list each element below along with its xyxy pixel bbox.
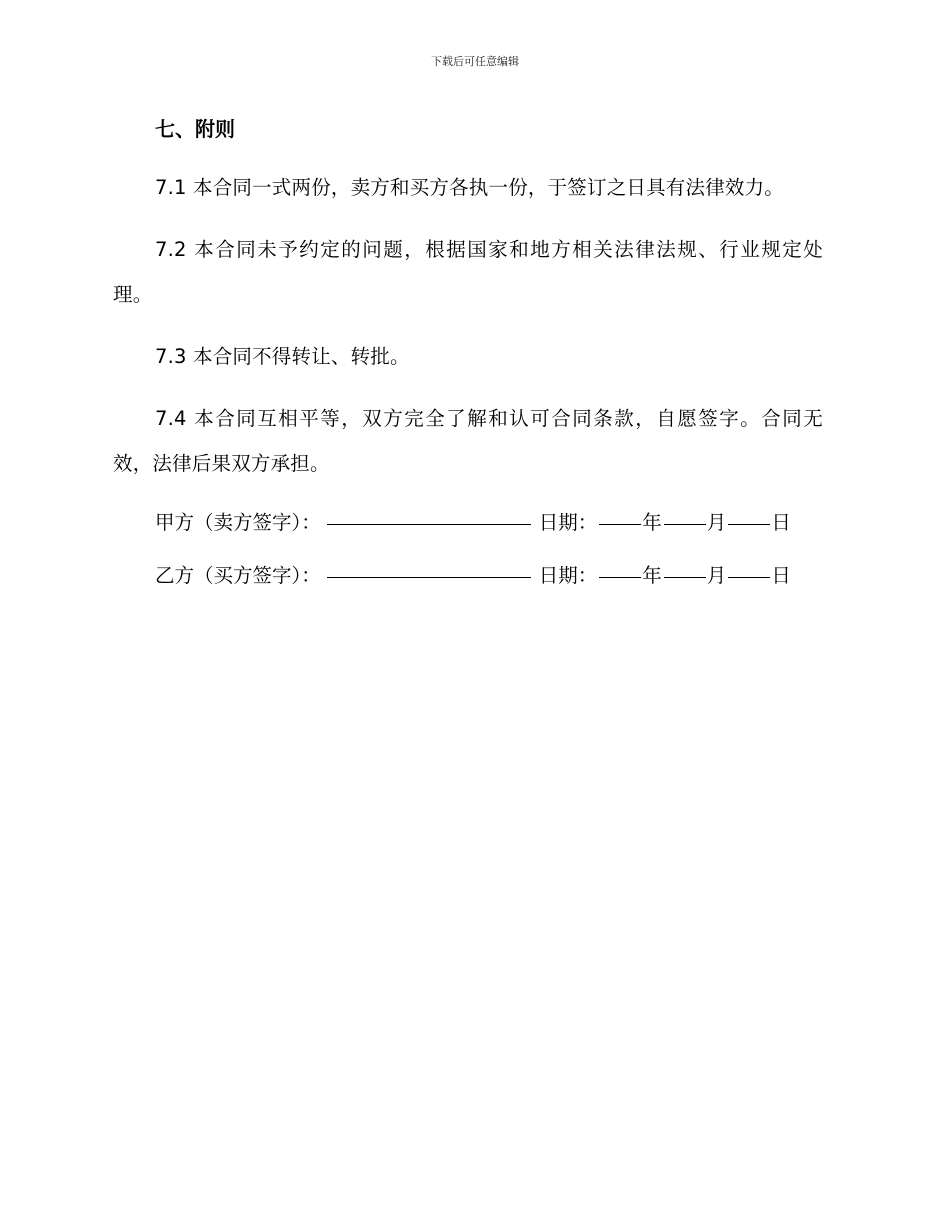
party-a-day-blank xyxy=(728,523,770,525)
party-b-label: 乙方（买方签字）： xyxy=(155,564,321,587)
signature-row-party-a xyxy=(113,504,823,542)
party-a-day-label: 日 xyxy=(771,511,791,534)
party-a-date-label: 日期： xyxy=(538,511,598,534)
party-a-label: 甲方（卖方签字）： xyxy=(155,511,321,534)
clause-7-1: 7.1 本合同一式两份，卖方和买方各执一份，于签订之日具有法律效力。 xyxy=(155,176,785,199)
signature-row-party-b xyxy=(113,557,823,595)
clause-7-4: 7.4 本合同互相平等，双方完全了解和认可合同条款，自愿签字。合同无效，法律后果双方承担。 xyxy=(113,407,823,475)
party-a-year-blank xyxy=(599,523,641,525)
clause-7-3: 7.3 本合同不得转让、转批。 xyxy=(155,345,410,368)
section-heading: 七、附则 xyxy=(155,117,235,141)
party-b-day-blank xyxy=(728,576,770,578)
party-b-year-label: 年 xyxy=(642,564,662,587)
party-b-day-label: 日 xyxy=(771,564,791,587)
party-b-signature-blank xyxy=(327,576,531,578)
party-a-year-label: 年 xyxy=(642,511,662,534)
party-a-month-label: 月 xyxy=(706,511,727,534)
party-b-month-blank xyxy=(664,576,706,578)
party-a-signature-blank xyxy=(327,523,531,525)
party-b-month-label: 月 xyxy=(706,564,727,587)
document-body xyxy=(113,110,823,595)
page-header: 下载后可任意编辑 xyxy=(431,55,519,68)
party-a-month-blank xyxy=(664,523,706,525)
party-b-year-blank xyxy=(599,576,641,578)
party-b-date-label: 日期： xyxy=(538,564,598,587)
clause-7-2: 7.2 本合同未予约定的问题，根据国家和地方相关法律法规、行业规定处理。 xyxy=(113,238,823,306)
